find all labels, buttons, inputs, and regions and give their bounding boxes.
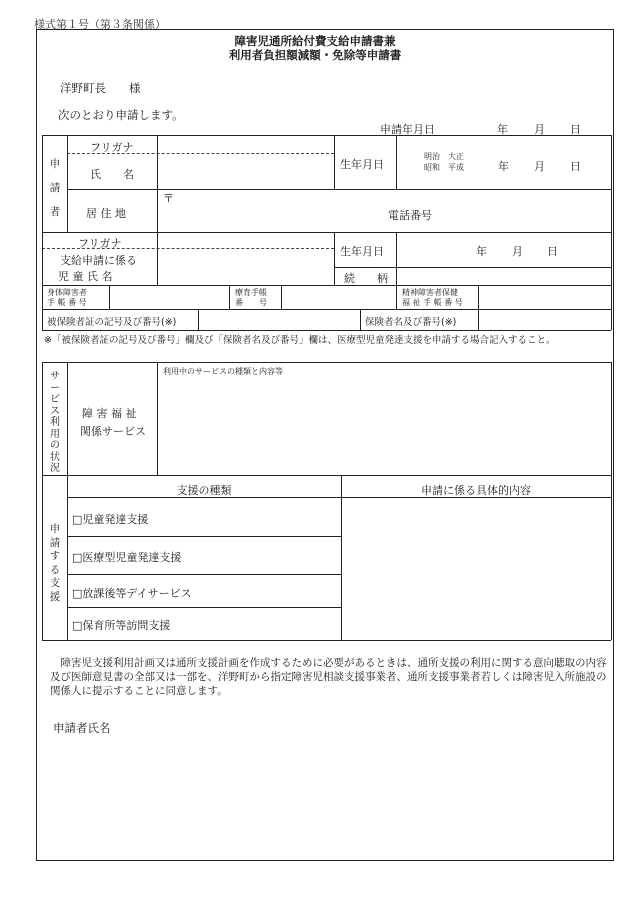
phone-label: 電話番号 bbox=[388, 209, 432, 222]
service-category-line2: 関係サービス bbox=[80, 425, 146, 438]
support-content-header: 申請に係る具体的内容 bbox=[421, 484, 531, 497]
application-date-day: 日 bbox=[570, 123, 581, 136]
ryoiku-handbook-label-line2: 番 号 bbox=[235, 298, 267, 307]
postal-mark: 〒 bbox=[163, 192, 174, 205]
form-title-line2: 利用者負担額減額・免除等申請書 bbox=[228, 48, 402, 62]
form-number: 様式第１号（第３条関係） bbox=[34, 18, 166, 31]
child-name-label-line1: 支給申請に係る bbox=[60, 254, 137, 267]
era-options-row2: 昭和 平成 bbox=[424, 163, 464, 172]
application-date-label: 申請年月日 bbox=[380, 123, 435, 136]
intro-text: 次のとおり申請します。 bbox=[58, 108, 184, 122]
physical-handbook-label-line1: 身体障害者 bbox=[47, 288, 87, 297]
service-category-line1: 障 害 福 祉 bbox=[82, 407, 137, 420]
addressee: 洋野町長 様 bbox=[60, 81, 141, 95]
insurance-card-label: 被保険者証の記号及び番号(※) bbox=[47, 317, 177, 328]
child-birth-label: 生年月日 bbox=[340, 245, 384, 258]
child-birth-month: 月 bbox=[512, 245, 523, 258]
application-date-month: 月 bbox=[534, 123, 545, 136]
form-title-line1: 障害児通所給付費支給申請書兼 bbox=[234, 34, 396, 48]
applicant-address-label: 居 住 地 bbox=[86, 207, 126, 220]
applicant-birth-month: 月 bbox=[534, 160, 545, 173]
child-birth-day: 日 bbox=[547, 245, 558, 258]
physical-handbook-label-line2: 手 帳 番 号 bbox=[47, 298, 87, 307]
ryoiku-handbook-label-line1: 療育手帳 bbox=[235, 288, 267, 297]
service-usage-section-label: サービス利用の状況 bbox=[50, 371, 60, 474]
support-option-child-development[interactable]: □児童発達支援 bbox=[72, 513, 149, 526]
child-name-label-line2: 児 童 氏 名 bbox=[58, 270, 113, 283]
support-option-nursery-visit-support[interactable]: □保育所等訪問支援 bbox=[72, 619, 171, 632]
support-option-medical-child-development[interactable]: □医療型児童発達支援 bbox=[72, 551, 182, 564]
applicant-birth-year: 年 bbox=[498, 160, 509, 173]
support-option-after-school-day-service[interactable]: □放課後等デイサービス bbox=[72, 587, 192, 600]
mental-handbook-label-line2: 福 祉 手 帳 番 号 bbox=[402, 298, 463, 307]
insurance-note: ※「被保険者証の記号及び番号」欄及び「保険者名及び番号」欄は、医療型児童発達支援を申請する場合記入すること。 bbox=[44, 335, 556, 346]
signature-label: 申請者氏名 bbox=[53, 721, 111, 735]
application-date-year: 年 bbox=[497, 123, 508, 136]
applicant-section-label: 申請者 bbox=[49, 158, 61, 218]
era-options-row1: 明治 大正 bbox=[424, 152, 464, 161]
applicant-furigana-label: フリガナ bbox=[90, 141, 134, 154]
mental-handbook-label-line1: 精神障害者保健 bbox=[402, 288, 458, 297]
support-type-header: 支援の種類 bbox=[176, 484, 232, 497]
insurer-label: 保険者名及び番号(※) bbox=[365, 317, 457, 328]
support-section-label: 申請する支援 bbox=[49, 523, 61, 603]
child-relation-label: 続 柄 bbox=[344, 272, 388, 285]
applicant-birth-label: 生年月日 bbox=[340, 158, 384, 171]
service-content-label: 利用中のサービスの種類と内容等 bbox=[163, 367, 283, 376]
applicant-birth-day: 日 bbox=[570, 160, 581, 173]
applicant-name-label: 氏 名 bbox=[90, 168, 134, 181]
consent-paragraph: 障害児支援利用計画又は通所支援計画を作成するために必要があるときは、通所支援の利用に関する意向聴取の内容及び医師意見書の全部又は一部を、洋野町から指定障害児相談支援事業者、通所支援事業者若しくは障害児入所施設の関係人に提示することに同意します。 bbox=[50, 657, 607, 697]
child-birth-year: 年 bbox=[476, 245, 487, 258]
child-furigana-label: フリガナ bbox=[78, 237, 122, 250]
